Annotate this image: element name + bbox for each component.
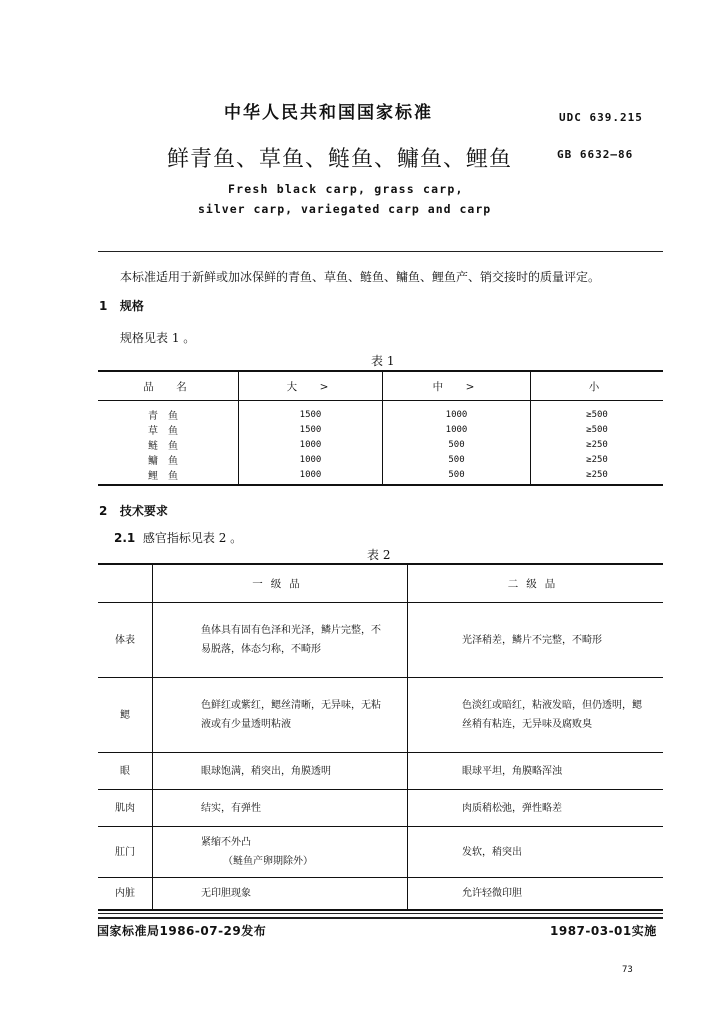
- medium-value: 500: [383, 452, 531, 467]
- grade-1-criteria: 结实，有弹性: [153, 790, 408, 827]
- footer-divider-thin: [98, 913, 663, 914]
- table-row: [98, 401, 663, 423]
- large-value: 1000: [239, 452, 383, 467]
- large-value: 1000: [239, 467, 383, 485]
- large-value: 1000: [239, 437, 383, 452]
- table-row: [98, 422, 663, 437]
- item-label: 鳃: [98, 678, 153, 753]
- standard-number: GB 6632—86: [557, 148, 634, 161]
- table-row: [98, 790, 663, 827]
- document-title: 鲜青鱼、草鱼、鲢鱼、鳙鱼、鲤鱼: [167, 147, 513, 172]
- grade-1-criteria-note: （鲢鱼产卵期除外）: [223, 856, 313, 867]
- table-row: [98, 452, 663, 467]
- section-1-heading: [99, 297, 144, 314]
- item-label: 体表: [98, 603, 153, 678]
- grade-2-criteria: 发软，稍突出: [408, 827, 664, 878]
- column-header-name: 品 名: [98, 371, 239, 401]
- section-1-text: 规格见表 1 。: [120, 331, 196, 345]
- small-value: ≥250: [531, 437, 664, 452]
- medium-value: 1000: [383, 422, 531, 437]
- grade-1-criteria: 色鲜红或紫红，鳃丝清晰，无异味，无粘液或有少量透明粘液: [153, 678, 408, 753]
- english-title-line-2: silver carp, variegated carp and carp: [198, 202, 492, 216]
- item-label: 肛门: [98, 827, 153, 878]
- grade-1-criteria: 鱼体具有固有色泽和光泽，鳞片完整，不易脱落，体态匀称，不畸形: [153, 603, 408, 678]
- large-value: 1500: [239, 422, 383, 437]
- table-row: [98, 678, 663, 753]
- grade-2-criteria: 眼球平坦，角膜略浑浊: [408, 753, 664, 790]
- medium-value: 1000: [383, 401, 531, 423]
- section-2-title: 技术要求: [119, 504, 168, 518]
- table-row: [98, 467, 663, 485]
- small-value: ≥250: [531, 452, 664, 467]
- column-header-grade-1: 一级品: [153, 564, 408, 603]
- udc-code: UDC 639.215: [559, 111, 643, 124]
- intro-paragraph: 本标准适用于新鲜或加冰保鲜的青鱼、草鱼、鲢鱼、鳙鱼、鲤鱼产、销交接时的质量评定。: [120, 270, 601, 284]
- grade-2-criteria: 色淡红或暗红，粘液发暗，但仍透明，鳃丝稍有粘连，无异味及腐败臭: [408, 678, 664, 753]
- section-2-1-text: 感官指标见表 2 。: [142, 531, 243, 545]
- grade-2-criteria: 允许轻微印胆: [408, 878, 664, 910]
- fish-name: 草鱼: [148, 426, 188, 437]
- table-row: [98, 878, 663, 910]
- column-header-item: [98, 564, 153, 603]
- column-header-grade-2: 二级品: [408, 564, 664, 603]
- page-number: 73: [622, 965, 633, 975]
- grade-1-criteria: 眼球饱满，稍突出，角膜透明: [153, 753, 408, 790]
- table-row: [98, 827, 663, 878]
- sensory-index-table: [98, 563, 663, 911]
- fish-name: 鳙鱼: [148, 456, 188, 467]
- grade-1-criteria: [153, 827, 408, 878]
- footer-divider-thick: [98, 917, 663, 919]
- table-1-caption: 表 1: [371, 354, 395, 368]
- grade-1-criteria-text: 紧缩不外凸: [201, 837, 251, 848]
- grade-1-criteria: 无印胆现象: [153, 878, 408, 910]
- issue-date: 国家标准局1986-07-29发布: [97, 924, 267, 938]
- table-row: [98, 603, 663, 678]
- section-2-heading: [99, 502, 168, 519]
- small-value: ≥500: [531, 401, 664, 423]
- medium-value: 500: [383, 467, 531, 485]
- medium-value: 500: [383, 437, 531, 452]
- item-label: 内脏: [98, 878, 153, 910]
- small-value: ≥250: [531, 467, 664, 485]
- header-divider: [98, 251, 663, 252]
- item-label: 肌肉: [98, 790, 153, 827]
- fish-name: 鲢鱼: [148, 441, 188, 452]
- section-2-1-line: [114, 529, 242, 546]
- item-label: 眼: [98, 753, 153, 790]
- table-row: [98, 437, 663, 452]
- grade-2-criteria: 肉质稍松弛，弹性略差: [408, 790, 664, 827]
- table-header-row: [98, 371, 663, 401]
- effective-date: 1987-03-01实施: [550, 924, 657, 938]
- table-row: [98, 753, 663, 790]
- grade-2-criteria: 光泽稍差，鳞片不完整，不畸形: [408, 603, 664, 678]
- table-header-row: [98, 564, 663, 603]
- section-2-1-number: 2.1: [114, 531, 136, 545]
- fish-name: 鲤鱼: [98, 467, 239, 485]
- column-header-medium: 中 >: [383, 371, 531, 401]
- fish-name: 青鱼: [148, 411, 188, 422]
- section-1-title: 规格: [119, 299, 144, 313]
- small-value: ≥500: [531, 422, 664, 437]
- section-2-number: 2: [99, 504, 108, 518]
- section-1-number: 1: [99, 299, 108, 313]
- english-title-line-1: Fresh black carp, grass carp,: [228, 182, 464, 196]
- table-2-caption: 表 2: [367, 548, 391, 562]
- column-header-large: 大 >: [239, 371, 383, 401]
- issuing-organization: 中华人民共和国国家标准: [224, 103, 433, 123]
- column-header-small: 小: [531, 371, 664, 401]
- large-value: 1500: [239, 401, 383, 423]
- specification-table: [98, 370, 663, 486]
